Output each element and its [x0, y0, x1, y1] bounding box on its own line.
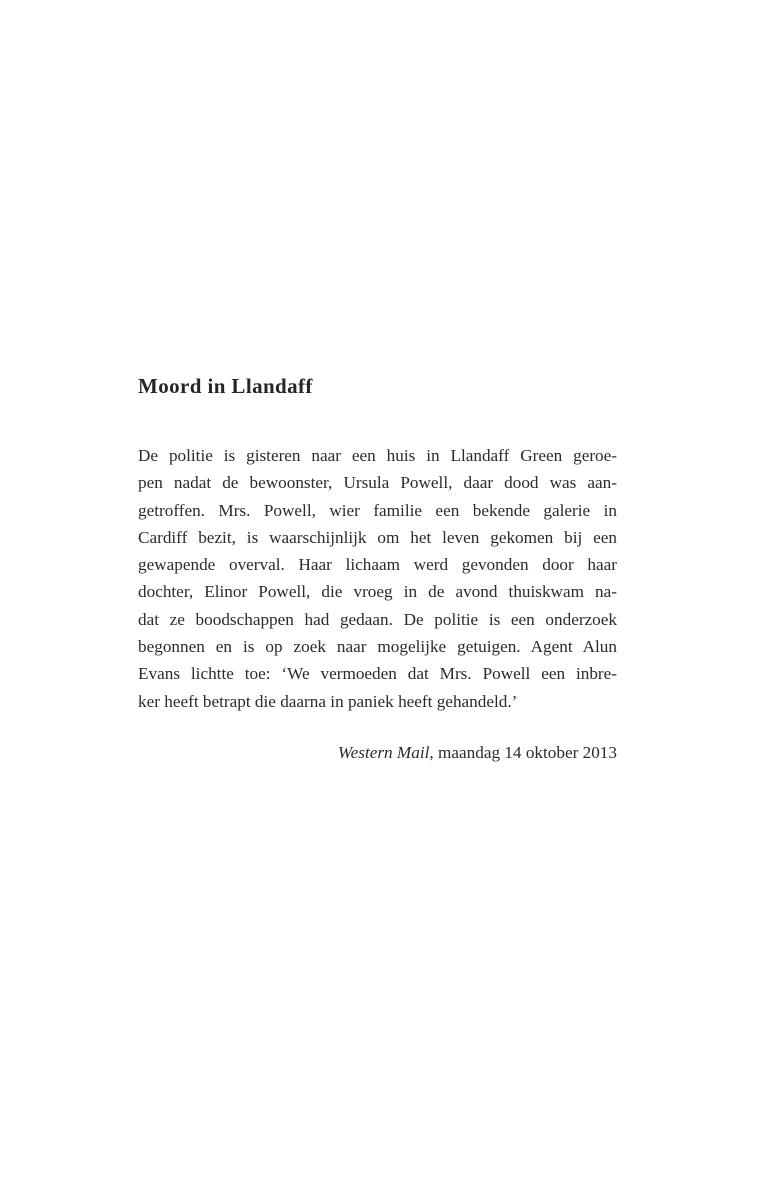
body-line: Cardiff bezit, is waarschijnlijk om het leven gekomen bij een: [138, 527, 617, 547]
body-line: getroffen. Mrs. Powell, wier familie een bekende galerie in: [138, 500, 617, 520]
article-body: [138, 442, 617, 715]
body-line: gewapende overval. Haar lichaam werd gevonden door haar: [138, 555, 617, 575]
article-title: Moord in Llandaff: [138, 374, 313, 398]
body-line: dat ze boodschappen had gedaan. De politie is een onderzoek: [138, 609, 617, 629]
body-line: ker heeft betrapt die daarna in paniek heeft gehandeld.’: [138, 691, 518, 711]
body-line: Evans lichtte toe: ‘We vermoeden dat Mrs. Powell een inbre-: [138, 664, 617, 684]
body-line: De politie is gisteren naar een huis in Llandaff Green geroe-: [138, 446, 617, 465]
body-line: dochter, Elinor Powell, die vroeg in de avond thuiskwam na-: [138, 582, 617, 602]
source-date: , maandag 14 oktober 2013: [429, 743, 617, 762]
body-line: pen nadat de bewoonster, Ursula Powell, daar dood was aan-: [138, 473, 617, 493]
article-source: [338, 739, 617, 766]
body-line: begonnen en is op zoek naar mogelijke getuigen. Agent Alun: [138, 637, 617, 657]
source-publication: Western Mail: [337, 743, 430, 762]
